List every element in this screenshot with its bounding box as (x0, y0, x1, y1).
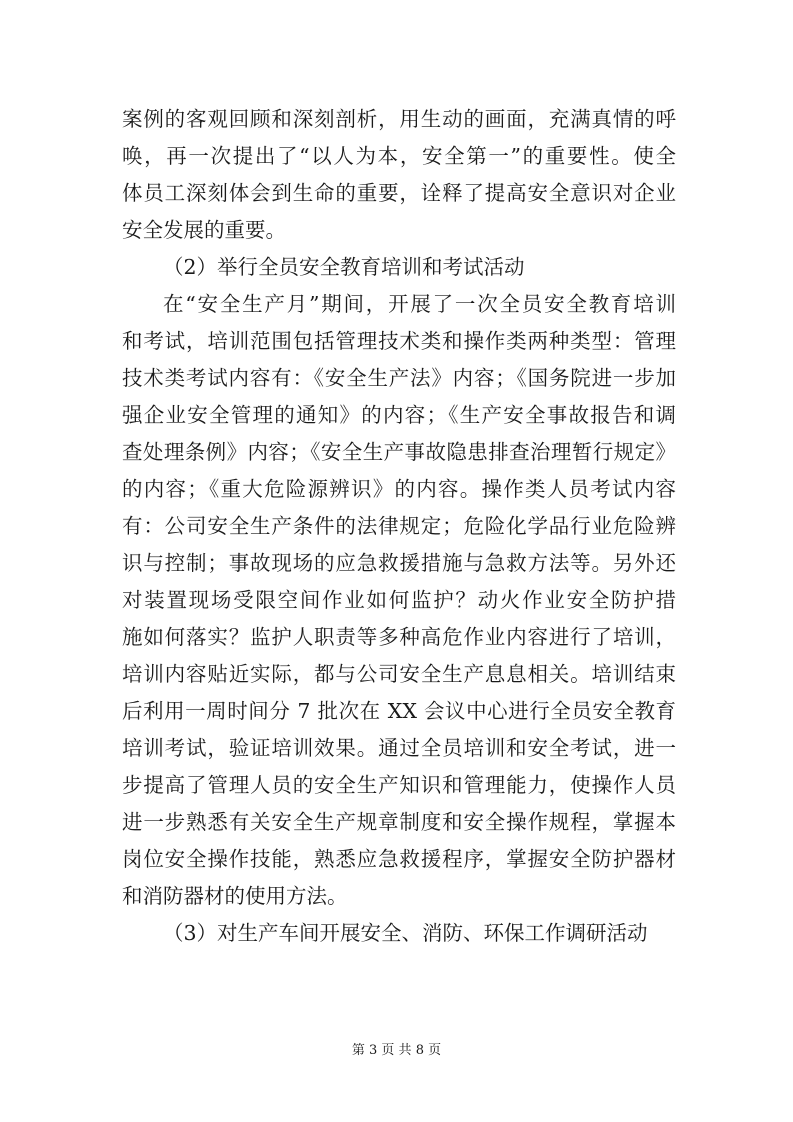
text-line: 岗位安全操作技能，熟悉应急救援程序，掌握安全防护器材 (122, 847, 676, 871)
text-line: 识与控制；事故现场的应急救援措施与急救方法等。另外还 (122, 551, 676, 575)
text-line: 的内容；《重大危险源辨识》的内容。操作类人员考试内容 (122, 477, 676, 501)
page-number-footer: 第 3 页 共 8 页 (351, 1043, 442, 1058)
text-line: 培训考试，验证培训效果。通过全员培训和安全考试，进一 (122, 736, 676, 760)
text-line: 和消防器材的使用方法。 (122, 884, 348, 908)
text-line: 后利用一周时间分 7 批次在 XX 会议中心进行全员安全教育 (122, 699, 676, 723)
text-line: 和考试，培训范围包括管理技术类和操作类两种类型：管理 (122, 329, 676, 353)
text-line: 技术类考试内容有：《安全生产法》内容；《国务院进一步加 (122, 366, 676, 390)
document-body (122, 101, 676, 952)
text-line: 培训内容贴近实际，都与公司安全生产息息相关。培训结束 (122, 662, 676, 686)
text-line: 安全发展的重要。 (122, 218, 286, 242)
text-line: 施如何落实？监护人职责等多种高危作业内容进行了培训， (122, 625, 676, 649)
section-heading-2: （2）举行全员安全教育培训和考试活动 (163, 255, 525, 279)
text-line: 强企业安全管理的通知》的内容；《生产安全事故报告和调 (122, 403, 676, 427)
text-line: 查处理条例》内容；《安全生产事故隐患排查治理暂行规定》 (122, 440, 676, 464)
text-line: 在“安全生产月”期间，开展了一次全员安全教育培训 (163, 292, 676, 316)
text-line: 步提高了管理人员的安全生产知识和管理能力，使操作人员 (122, 773, 676, 797)
text-line: 进一步熟悉有关安全生产规章制度和安全操作规程，掌握本 (122, 810, 676, 834)
text-line: 体员工深刻体会到生命的重要，诠释了提高安全意识对企业 (122, 181, 676, 205)
text-line: 对装置现场受限空间作业如何监护？动火作业安全防护措 (122, 588, 676, 612)
text-line: 案例的客观回顾和深刻剖析，用生动的画面，充满真情的呼 (122, 107, 676, 131)
text-line: 有：公司安全生产条件的法律规定；危险化学品行业危险辨 (122, 514, 676, 538)
section-heading-3: （3）对生产车间开展安全、消防、环保工作调研活动 (163, 921, 648, 945)
text-line: 唤，再一次提出了“以人为本，安全第一”的重要性。使全 (122, 144, 676, 168)
